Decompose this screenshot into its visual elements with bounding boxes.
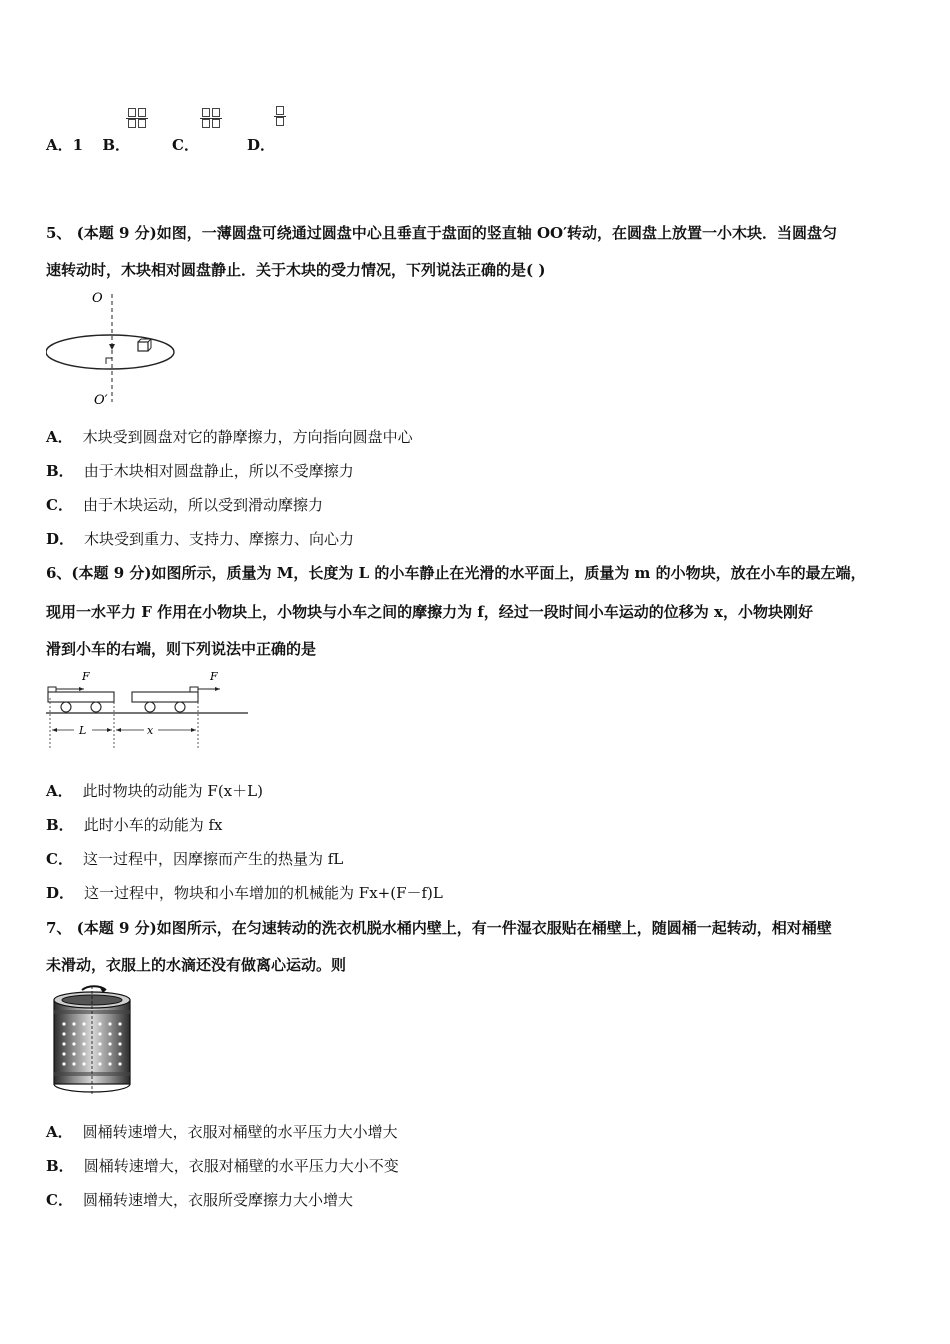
- q6-option-b-label: B．: [46, 816, 74, 834]
- q6-cart-figure: [44, 668, 254, 750]
- q6-option-c-label: C．: [46, 850, 73, 868]
- q6-option-b: [46, 815, 222, 835]
- q5-option-a-text: 木块受到圆盘对它的静摩擦力，方向指向圆盘中心: [82, 428, 413, 446]
- q7-option-c-text: 圆桶转速增大，衣服所受摩擦力大小增大: [82, 1191, 353, 1209]
- q5-option-a: [46, 427, 413, 447]
- q5-label-o-prime: O′: [94, 393, 108, 408]
- q6-option-d-label: D．: [46, 884, 75, 902]
- q5-option-c-text: 由于木块运动，所以受到滑动摩擦力: [82, 496, 323, 514]
- q5-option-b-label: B．: [46, 462, 74, 480]
- q7-option-a-text: 圆桶转速增大，衣服对桶壁的水平压力大小增大: [82, 1123, 398, 1141]
- q4-option-c-formula: [200, 108, 222, 129]
- q4-option-a: A．1: [46, 136, 84, 154]
- q4-option-b: B．: [102, 136, 130, 154]
- q4-option-c-label: C．: [172, 136, 199, 154]
- q7-option-a-label: A．: [46, 1123, 73, 1141]
- q6-force-label-1: F: [82, 670, 90, 683]
- q5-option-d-label: D．: [46, 530, 75, 548]
- q7-stem-line2: 未滑动，衣服上的水滴还没有做离心运动。则: [46, 956, 347, 974]
- q6-option-a: [46, 781, 263, 801]
- q6-option-c: [46, 849, 343, 869]
- q6-stem-line3: 滑到小车的右端，则下列说法中正确的是: [46, 640, 317, 658]
- q6-option-d: [46, 883, 443, 903]
- q4-option-d-formula: [274, 106, 286, 127]
- q5-option-d: [46, 529, 354, 549]
- q6-displacement-label: x: [147, 724, 154, 737]
- q6-option-c-text: 这一过程中，因摩擦而产生的热量为 fL: [82, 850, 344, 868]
- q4-option-b-formula: [126, 108, 148, 129]
- q6-length-label: L: [79, 724, 87, 737]
- q7-option-a: [46, 1122, 398, 1142]
- q6-option-a-label: A．: [46, 782, 73, 800]
- q5-option-a-label: A．: [46, 428, 73, 446]
- q6-force-label-2: F: [210, 670, 218, 683]
- q5-stem-line1: 5、 (本题 9 分)如图，一薄圆盘可绕通过圆盘中心且垂直于盘面的竖直轴 OO′转动，在圆盘上放置一小木块．当圆盘匀: [46, 224, 838, 242]
- q7-option-b-text: 圆桶转速增大，衣服对桶壁的水平压力大小不变: [83, 1157, 399, 1175]
- q5-option-c-label: C．: [46, 496, 73, 514]
- q7-option-b-label: B．: [46, 1157, 74, 1175]
- q6-stem-line1: 6、(本题 9 分)如图所示，质量为 M，长度为 L 的小车静止在光滑的水平面上，质量为 m 的小物块，放在小车的最左端，: [46, 564, 866, 582]
- q6-option-b-text: 此时小车的动能为 fx: [83, 816, 223, 834]
- q4-option-d-label: D．: [247, 136, 276, 154]
- q5-stem-line2: 速转动时，木块相对圆盘静止．关于木块的受力情况，下列说法正确的是( ): [46, 261, 546, 279]
- q6-option-d-text: 这一过程中，物块和小车增加的机械能为 Fx+(F－f)L: [84, 884, 443, 902]
- q7-stem-line1: 7、 (本题 9 分)如图所示，在匀速转动的洗衣机脱水桶内壁上，有一件湿衣服贴在桶壁上，随圆桶一起转动，相对桶壁: [46, 919, 832, 937]
- q7-option-c: [46, 1190, 353, 1210]
- q6-stem-line2: 现用一水平力 F 作用在小物块上，小物块与小车之间的摩擦力为 f，经过一段时间小车运动的位移为 x，小物块刚好: [46, 603, 813, 621]
- q6-option-a-text: 此时物块的动能为 F(x＋L): [82, 782, 263, 800]
- q5-label-o: O: [92, 291, 103, 306]
- q5-option-b-text: 由于木块相对圆盘静止，所以不受摩擦力: [83, 462, 354, 480]
- q5-option-c: [46, 495, 323, 515]
- q7-option-c-label: C．: [46, 1191, 73, 1209]
- q5-option-b: [46, 461, 354, 481]
- q5-option-d-text: 木块受到重力、支持力、摩擦力、向心力: [84, 530, 355, 548]
- q5-disc-figure: [46, 290, 186, 410]
- q4-options-row: [46, 134, 130, 155]
- q7-drum-figure: [48, 982, 138, 1097]
- q7-option-b: [46, 1156, 399, 1176]
